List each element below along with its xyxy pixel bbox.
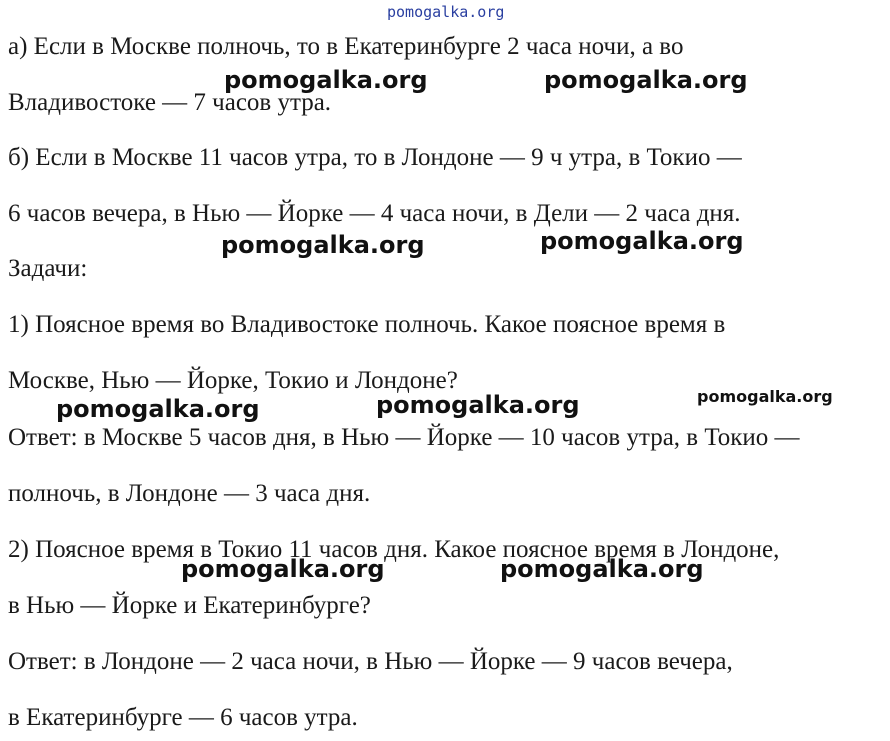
watermark: pomogalka.org <box>544 66 748 94</box>
watermark: pomogalka.org <box>224 66 428 94</box>
task-2-answer-1: Ответ: в Лондоне — 2 часа ночи, в Нью — Йорке — 9 часов вечера, <box>8 648 733 675</box>
task-1-answer-1: Ответ: в Москве 5 часов дня, в Нью — Йорке — 10 часов утра, в Токио — <box>8 424 800 451</box>
watermark: pomogalka.org <box>56 395 260 423</box>
text-line-b-2: 6 часов вечера, в Нью — Йорке — 4 часа ночи, в Дели — 2 часа дня. <box>8 200 741 227</box>
task-1-answer-2: полночь, в Лондоне — 3 часа дня. <box>8 480 371 507</box>
watermark: pomogalka.org <box>697 387 833 406</box>
task-1-question-2: Москве, Нью — Йорке, Токио и Лондоне? <box>8 367 458 394</box>
watermark: pomogalka.org <box>540 227 744 255</box>
text-line-a-2: Владивостоке — 7 часов утра. <box>8 89 332 116</box>
watermark: pomogalka.org <box>221 231 425 259</box>
task-2-question-2: в Нью — Йорке и Екатеринбурге? <box>8 592 371 619</box>
task-2-answer-2: в Екатеринбурге — 6 часов утра. <box>8 704 358 731</box>
task-1-question-1: 1) Поясное время во Владивостоке полночь. Какое поясное время в <box>8 311 726 338</box>
text-line-b-1: б) Если в Москве 11 часов утра, то в Лондоне — 9 ч утра, в Токио — <box>8 144 742 171</box>
task-2-question-1: 2) Поясное время в Токио 11 часов дня. Какое поясное время в Лондоне, <box>8 536 780 563</box>
header-watermark: pomogalka.org <box>387 3 505 21</box>
watermark: pomogalka.org <box>181 555 385 583</box>
watermark: pomogalka.org <box>376 391 580 419</box>
text-line-a-1: а) Если в Москве полночь, то в Екатеринбурге 2 часа ночи, а во <box>8 33 684 60</box>
tasks-heading: Задачи: <box>8 255 88 282</box>
watermark: pomogalka.org <box>500 555 704 583</box>
